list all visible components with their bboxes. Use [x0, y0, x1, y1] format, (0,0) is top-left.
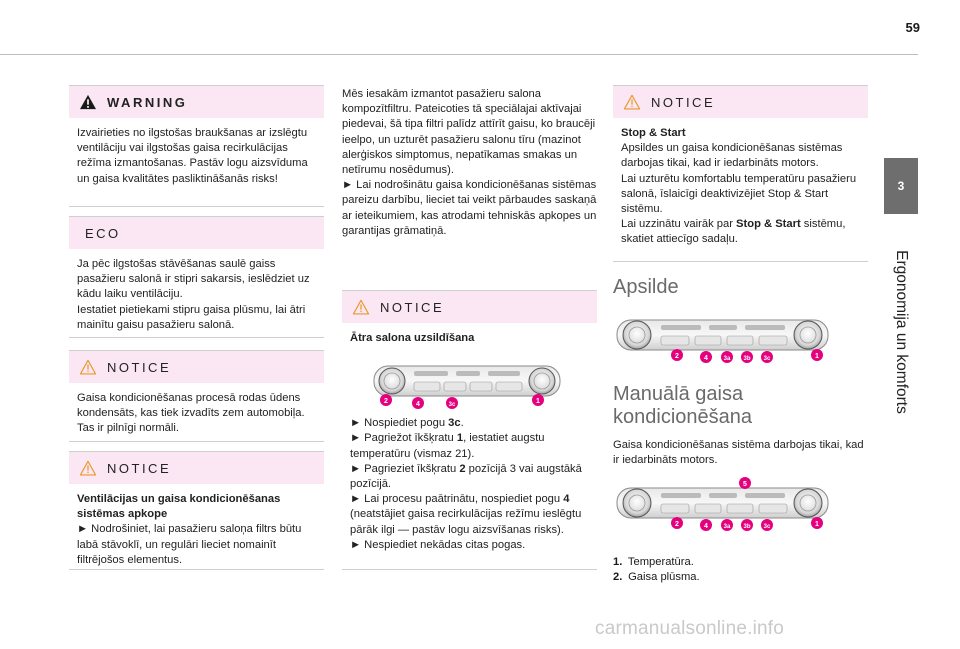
notice-line-3: Lai uzzinātu vairāk par Stop & Start sistēmu, skatiet attiecīgo sadaļu. — [621, 218, 846, 246]
notice-step-5: ► Nespiediet nekādas citas pogas. — [350, 538, 526, 551]
callout-label: 3a — [723, 356, 731, 362]
callout-label: 3a — [723, 524, 731, 530]
callout-label: 3c — [448, 402, 456, 409]
callout-label: 4 — [416, 401, 420, 409]
eco-body — [69, 249, 324, 341]
notice-title: NOTICE — [380, 299, 445, 315]
notice-body — [613, 118, 868, 256]
notice-heading: Ātra salona uzsildīšana — [350, 332, 475, 344]
top-rule — [0, 54, 918, 55]
callout-label: 4 — [704, 355, 708, 362]
notice-box-maintenance — [69, 451, 324, 570]
eco-text-1: Ja pēc ilgstošas stāvēšanas saulē gaiss pasažieru salonā ir stipri sakarsis, ieslēdziet uz kādu laiku ventilāciju. — [77, 258, 310, 301]
notice-icon — [352, 299, 370, 315]
console-image-heating — [615, 312, 830, 368]
warning-header — [69, 86, 324, 118]
notice-step-3: ► Pagrieziet īkšķratu 2 pozīcijā 3 vai augstākā pozīcijā. — [350, 462, 582, 491]
notice-box-condensate — [69, 350, 324, 442]
warning-icon — [79, 94, 97, 110]
notice-text: ► Nodrošiniet, lai pasažieru saloņa filtrs būtu labā stāvoklī, un regulāri lieciet nomainīt filtrējošos elementus. — [77, 523, 302, 566]
notice-step-2: ► Pagriežot īkšķratu 1, iestatiet augstu temperatūru (vismaz 21). — [350, 432, 545, 460]
callout-label: 3b — [743, 524, 751, 530]
section-title-line-1: Manuālā gaisa — [613, 383, 744, 405]
callout-label: 4 — [704, 523, 708, 530]
notice-title: NOTICE — [651, 94, 716, 110]
eco-text-2: Iestatiet pietiekami stipru gaisa plūsmu, lai ātri mainītu gaisu pasažieru salonā. — [77, 303, 306, 331]
callout-label: 3b — [743, 356, 751, 362]
warning-box — [69, 85, 324, 207]
warning-title: WARNING — [107, 94, 188, 110]
console-image-quick-heat — [372, 360, 562, 410]
notice-title: NOTICE — [107, 460, 172, 476]
section-title-manual-ac — [613, 383, 752, 429]
notice-icon — [79, 359, 97, 375]
notice-box-stop-start — [613, 85, 868, 262]
callout-label: 3c — [763, 356, 771, 362]
notice-line-1: Apsildes un gaisa kondicionēšanas sistēmas darbojas tikai, kad ir iedarbināts motors. — [621, 142, 843, 170]
callout-label: 5 — [743, 481, 747, 488]
callout-label: 2 — [675, 353, 679, 360]
legend-list — [613, 555, 868, 585]
filter-tip-text: ► Lai nodrošinātu gaisa kondicionēšanas sistēmas pareizu darbību, lieciet tai veikt pārbaudes saskaņā ar ieteikumiem, kas atrodami tehniskās apkopes un garantijas grāmatiņā. — [342, 179, 597, 237]
list-item: 2. Gaisa plūsma. — [613, 571, 700, 583]
manual-ac-intro — [613, 438, 868, 468]
section-title-apsilde: Apsilde — [613, 276, 679, 298]
notice-header — [69, 452, 324, 484]
console-image-manual-ac — [615, 476, 830, 536]
eco-header — [69, 217, 324, 249]
callout-label: 2 — [675, 521, 679, 528]
notice-text: Gaisa kondicionēšanas procesā rodas ūdens kondensāts, kas tiek izvadīts zem automobiļa. Tas ir pilnīgi normāli. — [77, 392, 305, 435]
callout-label: 1 — [536, 398, 540, 406]
chapter-title-wrap — [884, 222, 918, 442]
chapter-title: Ergonomija un komforts — [893, 250, 910, 414]
notice-box-quick-heat — [342, 290, 597, 570]
warning-text: Izvairieties no ilgstošas braukšanas ar izslēgtu ventilāciju vai ilgstošas gaisa recirkulācijas režīma izmantošanas. Pastāv logu aizsvīduma un gaisa kvalitātes pasliktināšanās risks! — [77, 127, 308, 185]
notice-icon — [623, 94, 641, 110]
notice-step-1: ► Nospiediet pogu 3c. — [350, 417, 464, 430]
list-item: 1. Temperatūra. — [613, 556, 694, 568]
notice-heading: Ventilācijas un gaisa kondicionēšanas sistēmas apkope — [77, 493, 281, 521]
notice-header — [69, 351, 324, 383]
notice-step-4: ► Lai procesu paātrinātu, nospiediet pogu 4 (neatstājiet gaisa recirkulācijas režīmu ieslēgtu pārāk ilgi — pastāv logu aizsvīšanas risks). — [350, 493, 582, 536]
callout-label: 2 — [384, 398, 388, 406]
callout-label: 1 — [815, 521, 819, 528]
notice-header — [613, 86, 868, 118]
section-title-line-2: kondicionēšana — [613, 406, 752, 428]
watermark: carmanualsonline.info — [595, 618, 785, 639]
eco-title: ECO — [85, 225, 121, 241]
notice-heading: Stop & Start — [621, 127, 686, 139]
filter-intro-text: Mēs iesakām izmantot pasažieru salona kompozītfiltru. Pateicoties tā speciālajai aktīvajai piedevai, šā tipa filtri palīdz attīrīt gaisu, ko braucēji ieelpo, un uzturēt pasažieru salonu tīru (mazinot alerģiskos simptomus, nepatīkamas smakas un netīrumu nosēdumus). — [342, 88, 596, 177]
notice-icon — [79, 460, 97, 476]
page-number: 59 — [905, 20, 920, 35]
notice-body — [69, 383, 324, 445]
warning-body — [69, 118, 324, 195]
manual-ac-text: Gaisa kondicionēšanas sistēma darbojas tikai, kad ir iedarbināts motors. — [613, 439, 864, 467]
notice-header — [342, 291, 597, 323]
eco-box — [69, 216, 324, 338]
notice-line-2: Lai uzturētu komfortablu temperatūru pasažieru salonā, īslaicīgi deaktivizējiet Stop & Start sistēmu. — [621, 172, 857, 216]
notice-title: NOTICE — [107, 359, 172, 375]
callout-label: 1 — [815, 353, 819, 360]
chapter-tab[interactable]: 3 — [884, 158, 918, 214]
callout-label: 3c — [763, 524, 771, 530]
notice-body — [342, 323, 597, 561]
filter-intro — [342, 87, 597, 239]
notice-body — [69, 484, 324, 576]
